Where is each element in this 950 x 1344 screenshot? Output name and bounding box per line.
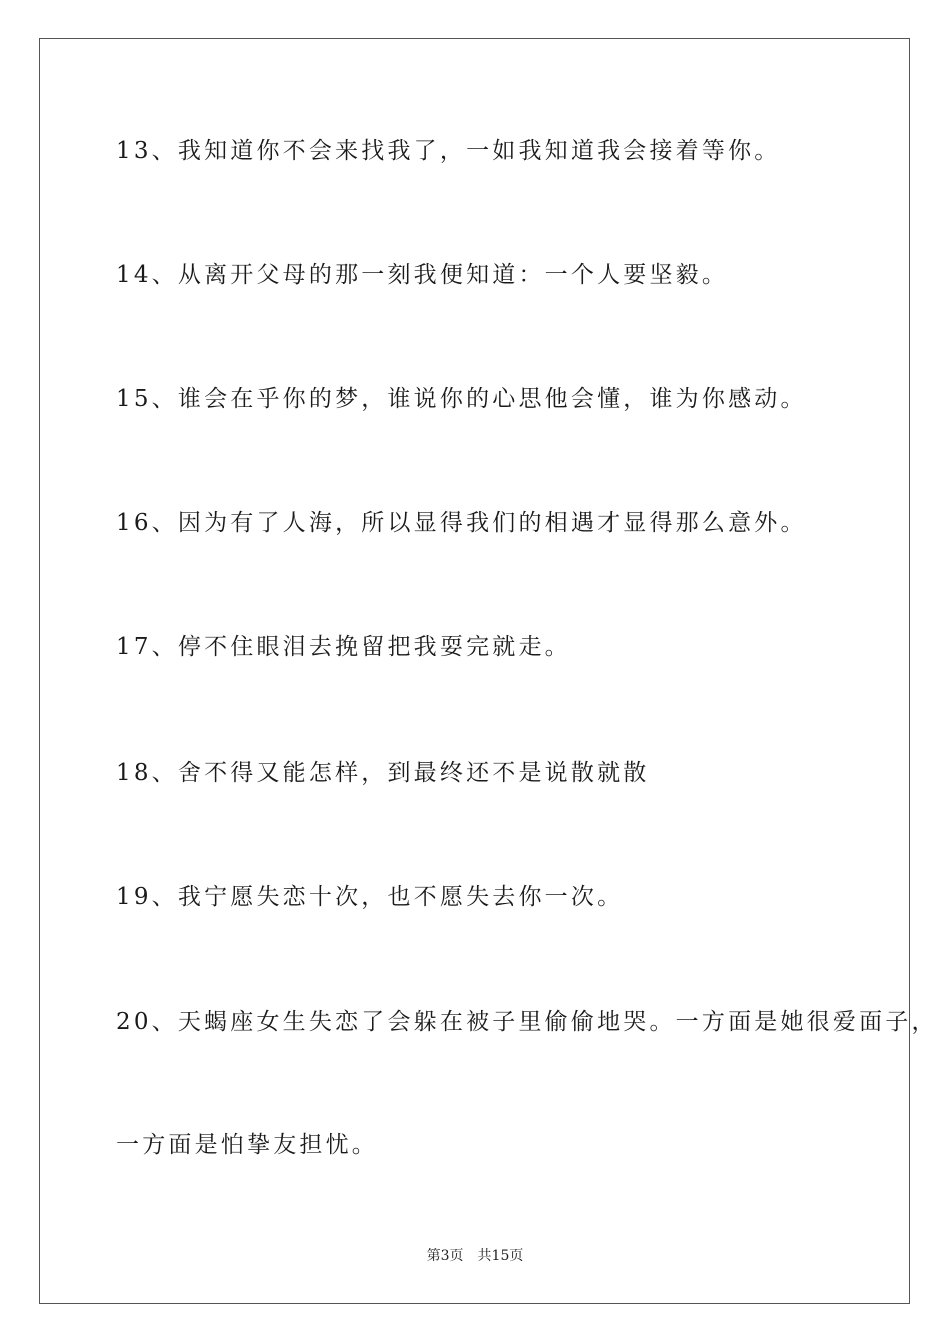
page-footer — [0, 1245, 950, 1265]
text-line-20: 20、天蝎座女生失恋了会躲在被子里偷偷地哭。一方面是她很爱面子， — [116, 1009, 938, 1035]
text-line-15: 15、谁会在乎你的梦，谁说你的心思他会懂，谁为你感动。 — [116, 386, 807, 412]
text-line-18: 18、舍不得又能怎样，到最终还不是说散就散 — [116, 760, 650, 786]
text-line-14: 14、从离开父母的那一刻我便知道：一个人要坚毅。 — [116, 262, 729, 288]
text-line-19: 19、我宁愿失恋十次，也不愿失去你一次。 — [116, 884, 624, 910]
page-border — [39, 38, 910, 1304]
text-line-16: 16、因为有了人海，所以显得我们的相遇才显得那么意外。 — [116, 510, 807, 536]
text-line-20-continued: 一方面是怕挚友担忧。 — [116, 1132, 378, 1158]
page-total: 共15页 — [477, 1248, 524, 1264]
page-number: 第3页 — [426, 1248, 464, 1264]
text-line-17: 17、停不住眼泪去挽留把我耍完就走。 — [116, 634, 571, 660]
text-line-13: 13、我知道你不会来找我了，一如我知道我会接着等你。 — [116, 138, 781, 164]
